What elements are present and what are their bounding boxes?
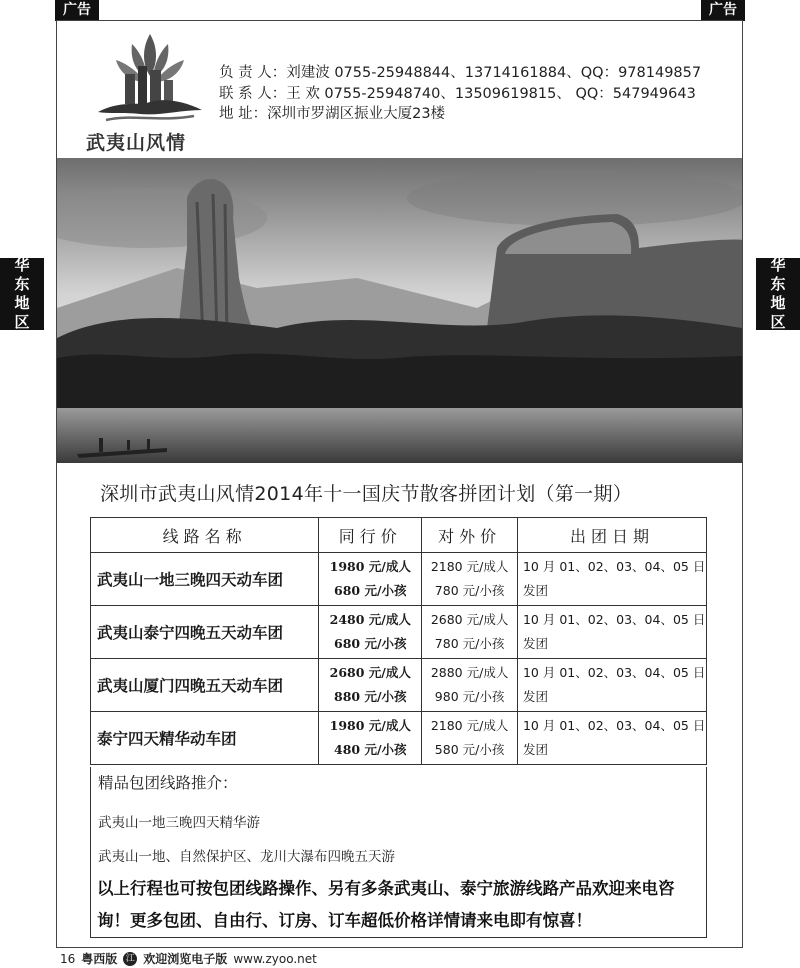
- trade-price-cell: [319, 659, 422, 712]
- route-price-table: [90, 517, 707, 765]
- retail-adult-price: 2680 元/成人: [430, 612, 509, 627]
- promo-title: 精品包团线路推介：: [98, 774, 238, 792]
- publisher-badge-icon: 江: [123, 952, 137, 966]
- ad-tag-right: 广告: [701, 0, 745, 21]
- retail-price-cell: [422, 659, 518, 712]
- trade-adult-price: 1980 元/成人: [329, 559, 411, 574]
- route-name: 武夷山一地三晚四天动车团: [91, 553, 319, 606]
- trade-child-price: 880 元/小孩: [334, 689, 407, 704]
- retail-adult-price: 2180 元/成人: [430, 718, 509, 733]
- table-row: [91, 712, 707, 765]
- contact-manager: 负 责 人：刘建波 0755-25948844、13714161884、QQ：978149857: [219, 65, 702, 81]
- retail-price-cell: [422, 606, 518, 659]
- retail-price-cell: [422, 553, 518, 606]
- table-row: [91, 659, 707, 712]
- trade-price-cell: [319, 553, 422, 606]
- booking-notice: 以上行程也可按包团线路操作、另有多条武夷山、泰宁旅游线路产品欢迎来电咨询！更多包团、自由行、订房、订车超低价格详情请来电即有惊喜！: [97, 879, 675, 930]
- header-route-name: 线路名称: [91, 518, 319, 553]
- region-tab-right: [756, 258, 800, 330]
- departure-date-cell: [517, 606, 706, 659]
- departure-note: 发团: [522, 583, 548, 598]
- footer-text: 欢迎浏览电子版: [143, 952, 228, 966]
- departure-dates: 10 月 01、02、03、04、05 日: [522, 559, 706, 574]
- departure-date-cell: [517, 712, 706, 765]
- region-tab-left: [0, 258, 44, 330]
- edition-label: 粤西版: [81, 952, 118, 966]
- trade-adult-price: 2680 元/成人: [329, 665, 411, 680]
- region-label-right: 华东地区: [770, 256, 786, 331]
- retail-child-price: 780 元/小孩: [434, 636, 505, 651]
- retail-adult-price: 2180 元/成人: [430, 559, 509, 574]
- brand-name: 武夷山风情: [86, 132, 187, 154]
- retail-child-price: 780 元/小孩: [434, 583, 505, 598]
- departure-date-cell: [517, 553, 706, 606]
- route-name: 泰宁四天精华动车团: [91, 712, 319, 765]
- table-row: [91, 606, 707, 659]
- trade-price-cell: [319, 606, 422, 659]
- departure-date-cell: [517, 659, 706, 712]
- trade-adult-price: 2480 元/成人: [329, 612, 411, 627]
- page-footer: [60, 950, 317, 967]
- region-label-left: 华东地区: [14, 256, 30, 331]
- departure-dates: 10 月 01、02、03、04、05 日: [522, 665, 706, 680]
- header-trade-price: 同行价: [319, 518, 422, 553]
- trade-child-price: 680 元/小孩: [334, 583, 407, 598]
- ad-tag-left: 广告: [55, 0, 99, 21]
- departure-note: 发团: [522, 636, 548, 651]
- page-number: 16: [60, 951, 76, 966]
- departure-dates: 10 月 01、02、03、04、05 日: [522, 612, 706, 627]
- departure-note: 发团: [522, 689, 548, 704]
- plan-title: 深圳市武夷山风情2014年十一国庆节散客拼团计划（第一期）: [100, 483, 633, 505]
- contact-address: 地 址：深圳市罗湖区振业大厦23楼: [219, 106, 446, 122]
- promo-route-1: 武夷山一地三晚四天精华游: [98, 815, 260, 831]
- departure-note: 发团: [522, 742, 548, 757]
- promo-route-2: 武夷山一地、自然保护区、龙川大瀑布四晚五天游: [98, 849, 395, 865]
- route-name: 武夷山泰宁四晚五天动车团: [91, 606, 319, 659]
- retail-child-price: 580 元/小孩: [434, 742, 505, 757]
- departure-dates: 10 月 01、02、03、04、05 日: [522, 718, 706, 733]
- route-name: 武夷山厦门四晚五天动车团: [91, 659, 319, 712]
- table-header-row: [91, 518, 707, 553]
- retail-adult-price: 2880 元/成人: [430, 665, 509, 680]
- wuyishan-landscape-photo: [57, 158, 742, 463]
- header-retail-price: 对外价: [422, 518, 518, 553]
- footer-url[interactable]: www.zyoo.net: [233, 951, 317, 966]
- contact-person: 联 系 人：王 欢 0755-25948740、13509619815、 QQ：547949643: [219, 85, 696, 102]
- retail-price-cell: [422, 712, 518, 765]
- trade-child-price: 680 元/小孩: [334, 636, 407, 651]
- retail-child-price: 980 元/小孩: [434, 689, 505, 704]
- trade-adult-price: 1980 元/成人: [329, 718, 411, 733]
- contact-block: [219, 63, 701, 125]
- header-departure-date: 出团日期: [517, 518, 706, 553]
- table-row: [91, 553, 707, 606]
- trade-price-cell: [319, 712, 422, 765]
- trade-child-price: 480 元/小孩: [334, 742, 407, 757]
